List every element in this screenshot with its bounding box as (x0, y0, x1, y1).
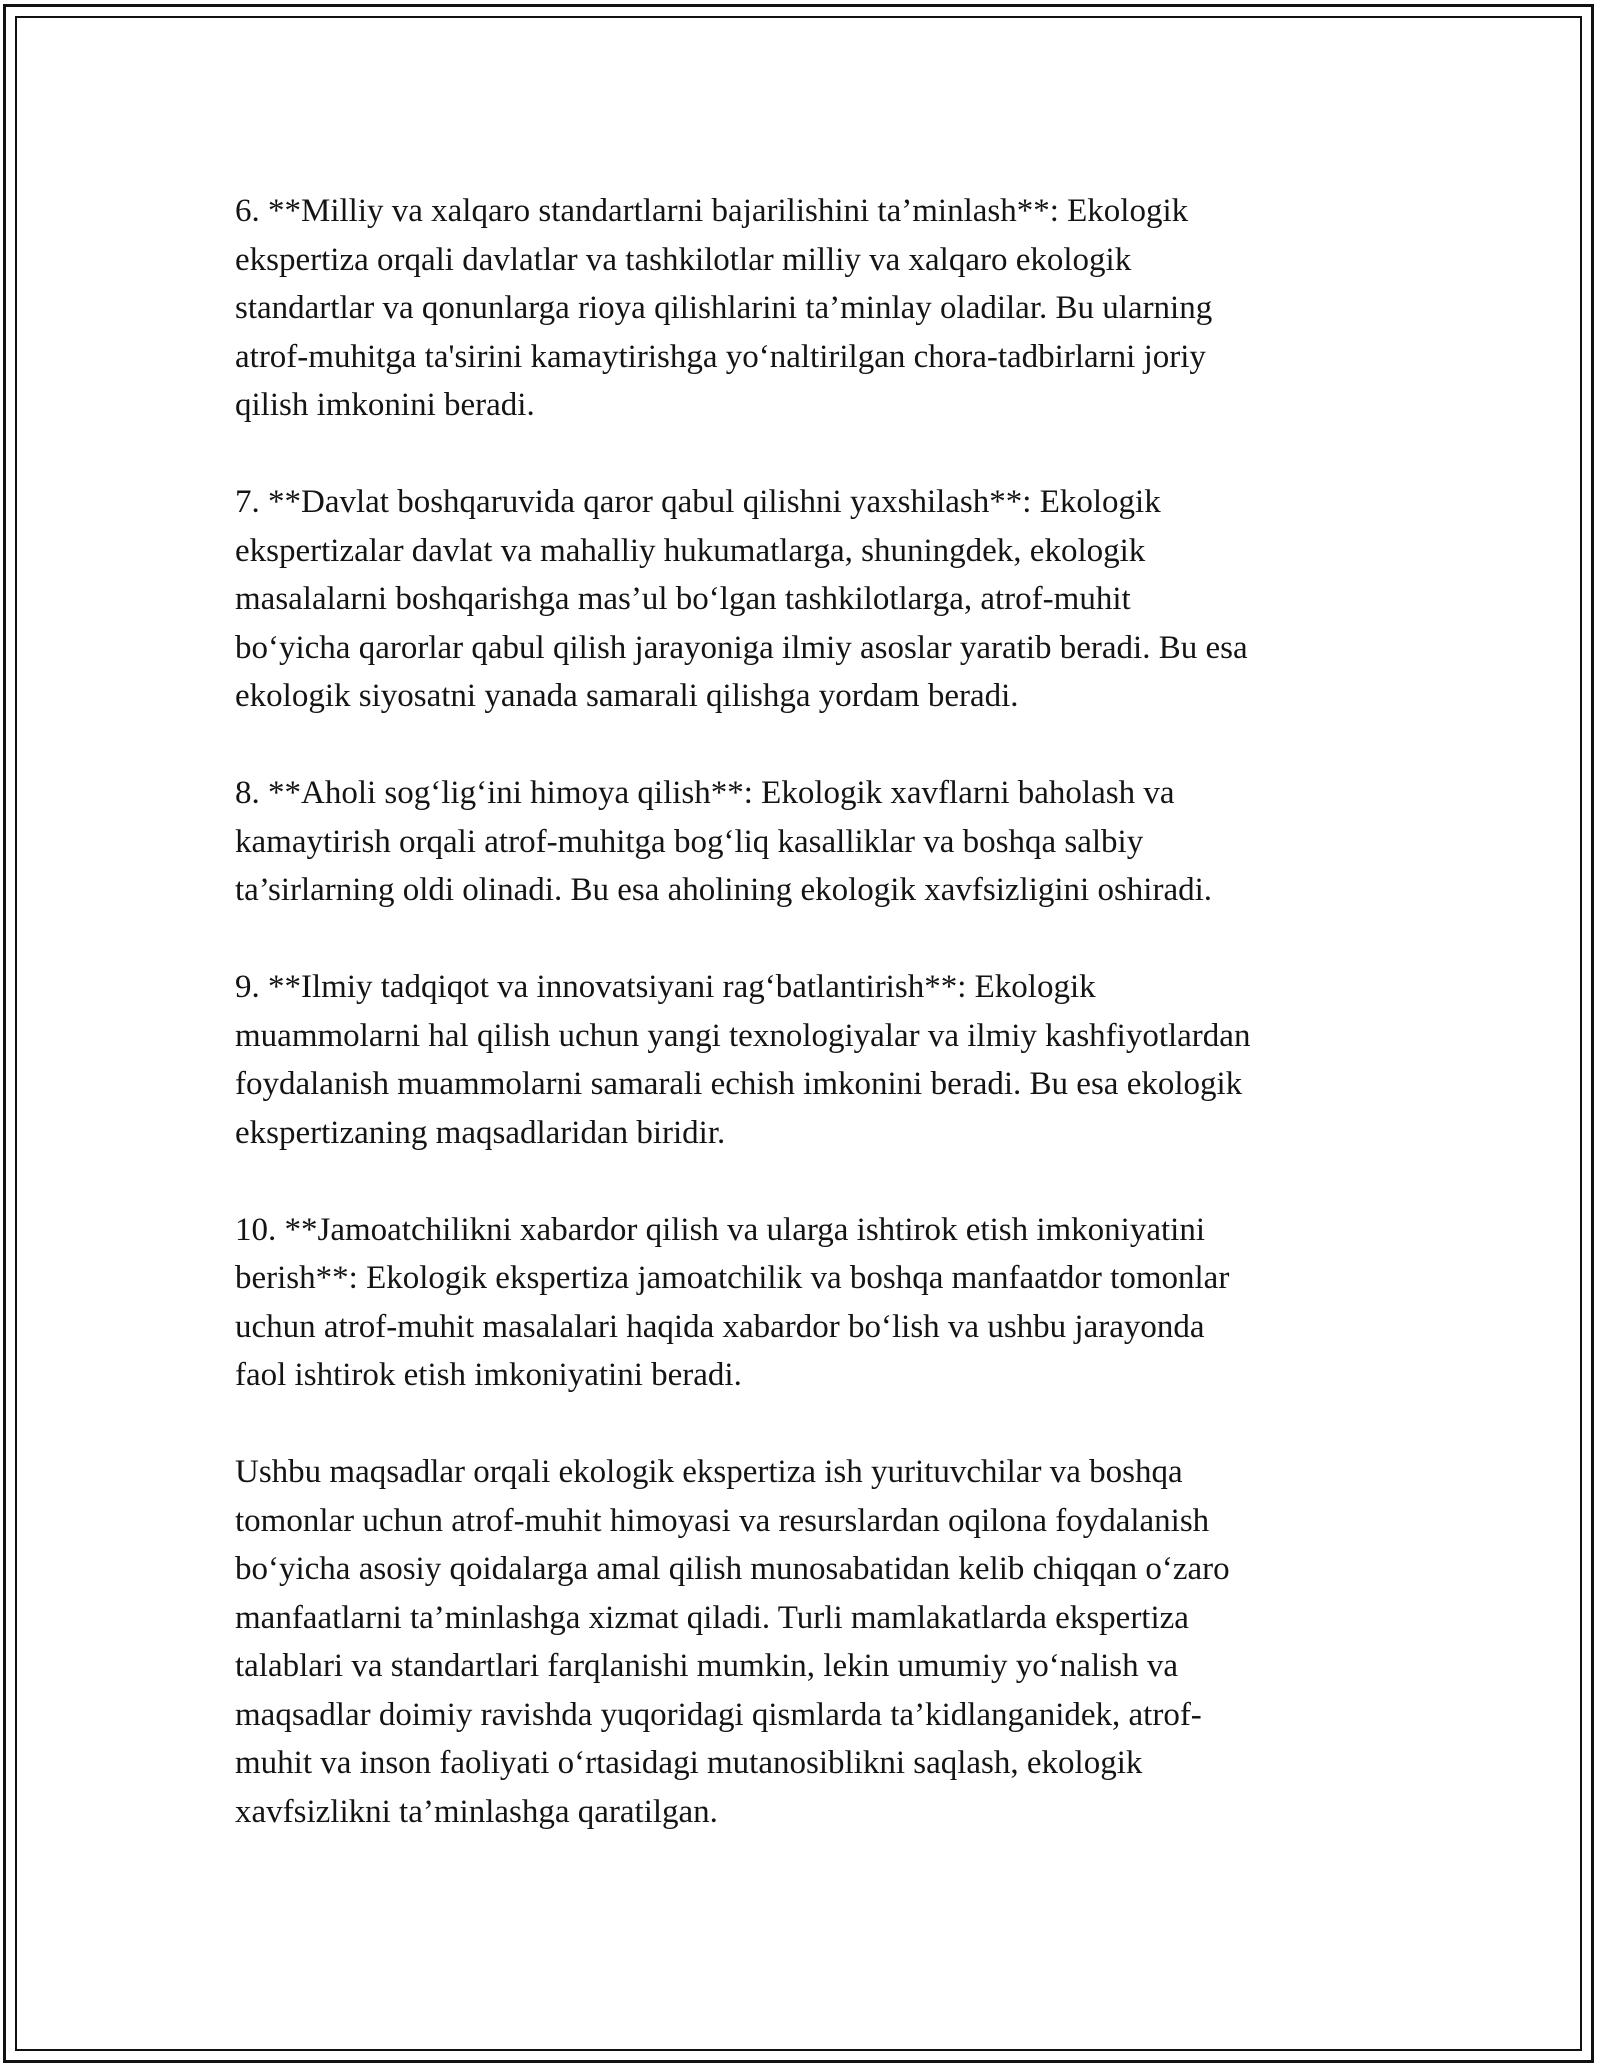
text-line: bo‘yicha asosiy qoidalarga amal qilish munosabatidan kelib chiqqan o‘zaro (235, 1551, 1230, 1587)
text-line: ekspertizaning maqsadlaridan biridir. (235, 1114, 726, 1151)
text-line: ekologik siyosatni yanada samarali qilishga yordam beradi. (235, 678, 1019, 714)
text-line: muhit va inson faoliyati o‘rtasidagi mutanosiblikni saqlash, ekologik (235, 1745, 1143, 1781)
text-line: Ushbu maqsadlar orqali ekologik ekspertiza ish yurituvchilar va boshqa (235, 1454, 1183, 1490)
text-line: kamaytirish orqali atrof-muhitga bog‘liq kasalliklar va boshqa salbiy (235, 823, 1144, 860)
paragraph-goal-8 (235, 769, 1385, 915)
text-line: muammolarni hal qilish uchun yangi texnologiyalar va ilmiy kashfiyotlardan (235, 1017, 1251, 1054)
text-line: masalalarni boshqarishga mas’ul bo‘lgan tashkilotlarga, atrof-muhit (235, 581, 1131, 617)
text-line: 10. **Jamoatchilikni xabardor qilish va ularga ishtirok etish imkoniyatini (235, 1211, 1205, 1248)
paragraph-goal-6 (235, 187, 1385, 430)
paragraph-goal-10 (235, 1206, 1385, 1400)
text-line: ekspertizalar davlat va mahalliy hukumatlarga, shuningdek, ekologik (235, 532, 1146, 569)
text-line: xavfsizlikni ta’minlashga qaratilgan. (235, 1793, 718, 1830)
text-line: talablari va standartlari farqlanishi mumkin, lekin umumiy yo‘nalish va (235, 1648, 1179, 1684)
text-line: uchun atrof-muhit masalalari haqida xabardor bo‘lish va ushbu jarayonda (235, 1308, 1205, 1345)
text-line: standartlar va qonunlarga rioya qilishlarini ta’minlay oladilar. Bu ularning (235, 290, 1213, 326)
text-line: manfaatlarni ta’minlashga xizmat qiladi. Turli mamlakatlarda ekspertiza (235, 1599, 1189, 1636)
text-line: tomonlar uchun atrof-muhit himoyasi va resurslardan oqilona foydalanish (235, 1502, 1210, 1539)
text-line: qilish imkonini beradi. (235, 387, 535, 423)
paragraph-goal-7 (235, 478, 1385, 721)
text-line: 7. **Davlat boshqaruvida qaror qabul qilishni yaxshilash**: Ekologik (235, 484, 1161, 520)
text-line: faol ishtirok etish imkoniyatini beradi. (235, 1357, 742, 1393)
text-line: atrof-muhitga ta'sirini kamaytirishga yo‘naltirilgan chora-tadbirlarni joriy (235, 338, 1206, 375)
paragraph-goal-9 (235, 963, 1385, 1157)
text-line: 9. **Ilmiy tadqiqot va innovatsiyani rag‘batlantirish**: Ekologik (235, 969, 1096, 1005)
text-line: berish**: Ekologik ekspertiza jamoatchilik va boshqa manfaatdor tomonlar (235, 1260, 1230, 1296)
text-line: ekspertiza orqali davlatlar va tashkilotlar milliy va xalqaro ekologik (235, 241, 1132, 278)
text-line: ta’sirlarning oldi olinadi. Bu esa aholining ekologik xavfsizligini oshiradi. (235, 872, 1213, 908)
text-line: 6. **Milliy va xalqaro standartlarni bajarilishini ta’minlash**: Ekologik (235, 193, 1189, 229)
text-line: maqsadlar doimiy ravishda yuqoridagi qismlarda ta’kidlanganidek, atrof- (235, 1696, 1202, 1733)
paragraph-conclusion (235, 1448, 1385, 1836)
text-line: 8. **Aholi sog‘lig‘ini himoya qilish**: Ekologik xavflarni baholash va (235, 775, 1175, 811)
text-line: foydalanish muammolarni samarali echish imkonini beradi. Bu esa ekologik (235, 1066, 1243, 1102)
document-body (235, 187, 1385, 1885)
text-line: bo‘yicha qarorlar qabul qilish jarayoniga ilmiy asoslar yaratib beradi. Bu esa (235, 629, 1248, 666)
